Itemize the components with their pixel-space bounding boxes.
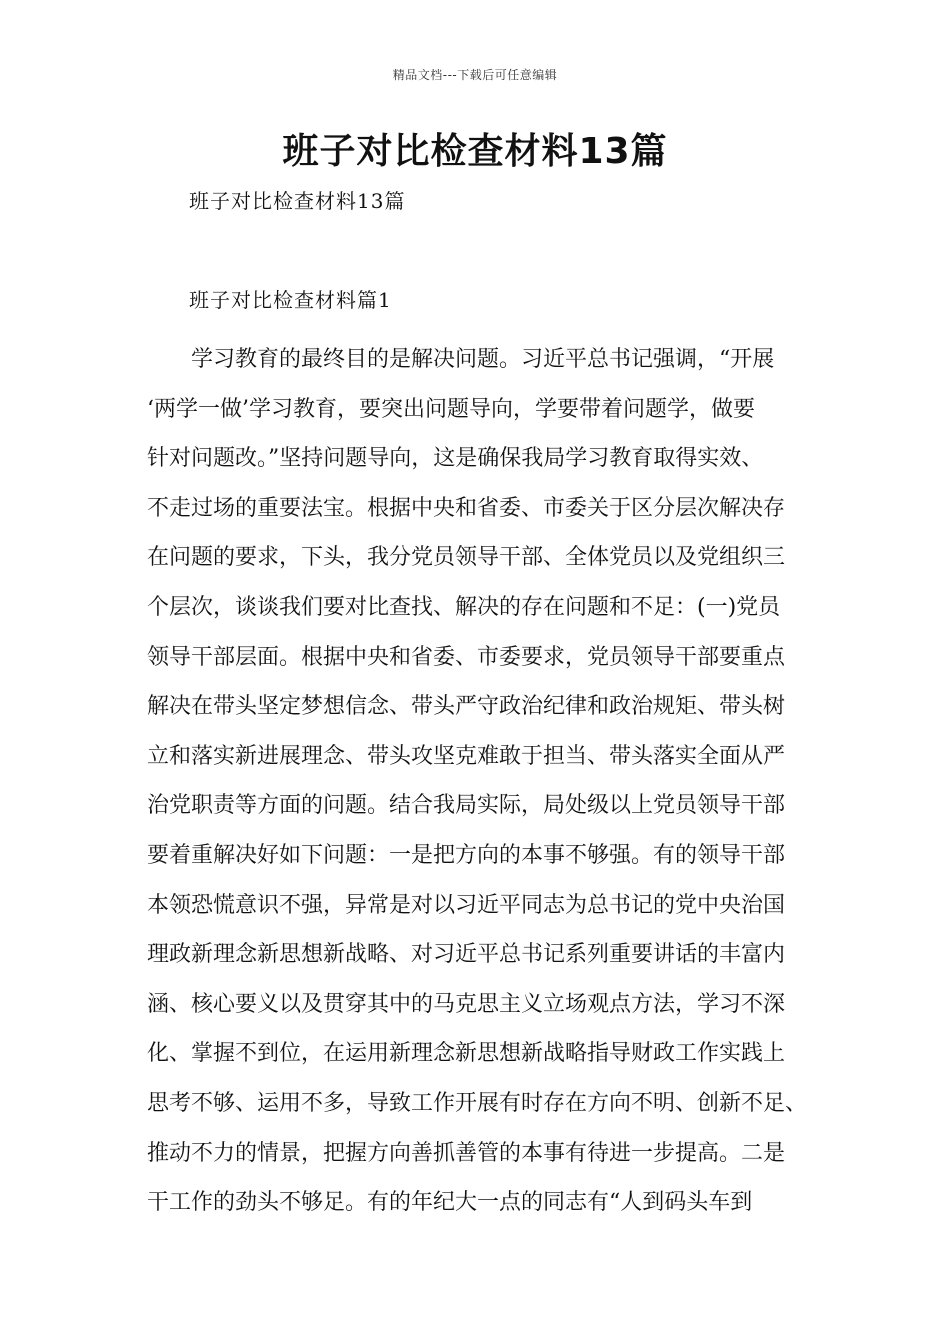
section-heading: 班子对比检查材料篇1 (189, 288, 392, 312)
body-paragraph (147, 335, 827, 1228)
body-line: ‘两学一做’学习教育，要突出问题导向，学要带着问题学，做要 (147, 396, 755, 422)
document-title: 班子对比检查材料13篇 (282, 131, 668, 172)
body-line: 思考不够、运用不多，导致工作开展有时存在方向不明、创新不足、 (147, 1090, 808, 1116)
body-line: 立和落实新进展理念、带头攻坚克难敢于担当、带头落实全面从严 (147, 743, 786, 769)
body-line: 涵、核心要义以及贯穿其中的马克思主义立场观点方法，学习不深 (147, 991, 786, 1017)
body-line: 领导干部层面。根据中央和省委、市委要求，党员领导干部要重点 (147, 644, 786, 670)
body-line: 干工作的劲头不够足。有的年纪大一点的同志有“人到码头车到 (147, 1190, 753, 1216)
body-line: 解决在带头坚定梦想信念、带头严守政治纪律和政治规矩、带头树 (147, 694, 786, 720)
body-line: 要着重解决好如下问题：一是把方向的本事不够强。有的领导干部 (147, 842, 786, 868)
body-line: 学习教育的最终目的是解决问题。习近平总书记强调，“开展 (191, 347, 775, 372)
header-note: 精品文档---下载后可任意编辑 (392, 68, 558, 82)
body-line: 治党职责等方面的问题。结合我局实际，局处级以上党员领导干部 (147, 793, 786, 819)
body-line: 理政新理念新思想新战略、对习近平总书记系列重要讲话的丰富内 (147, 942, 786, 968)
body-line: 化、掌握不到位，在运用新理念新思想新战略指导财政工作实践上 (147, 1041, 786, 1067)
body-line: 个层次，谈谈我们要对比查找、解决的存在问题和不足：(一)党员 (147, 594, 781, 620)
body-line: 推动不力的情景，把握方向善抓善管的本事有待进一步提高。二是 (147, 1140, 786, 1166)
document-subtitle: 班子对比检查材料13篇 (189, 189, 406, 213)
body-line: 本领恐慌意识不强，异常是对以习近平同志为总书记的党中央治国 (147, 892, 786, 918)
body-line: 在问题的要求，下头，我分党员领导干部、全体党员以及党组织三 (147, 545, 786, 571)
body-line: 不走过场的重要法宝。根据中央和省委、市委关于区分层次解决存 (147, 495, 786, 521)
body-line: 针对问题改。”坚持问题导向，这是确保我局学习教育取得实效、 (147, 446, 764, 472)
